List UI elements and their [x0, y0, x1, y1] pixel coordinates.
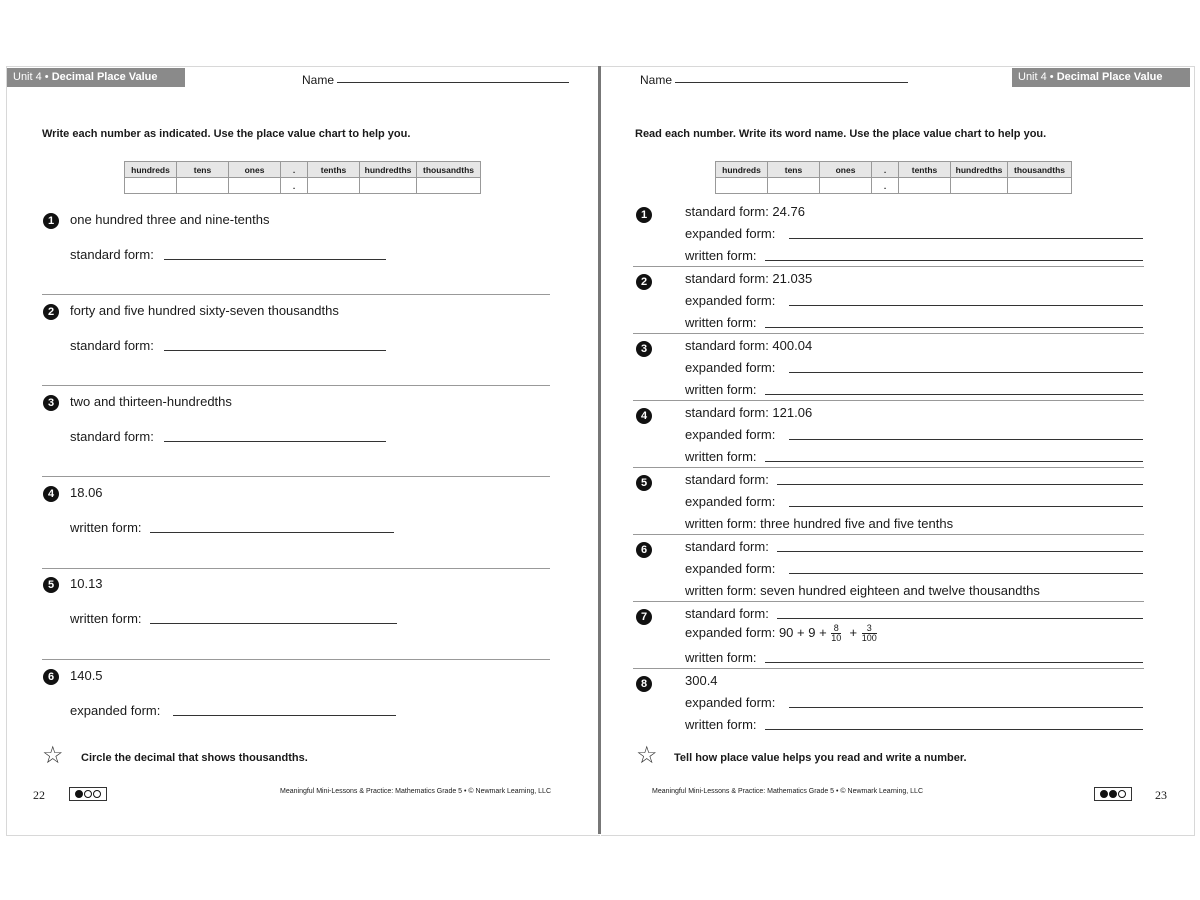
answer-line[interactable]	[164, 350, 386, 351]
item-line: written form:	[685, 449, 757, 464]
item-line: expanded form:	[685, 427, 776, 442]
answer-line[interactable]	[164, 259, 386, 260]
answer-line[interactable]	[789, 372, 1143, 373]
numerator: 3	[862, 624, 877, 634]
answer-line[interactable]	[164, 441, 386, 442]
item-line: standard form: 21.035	[685, 271, 813, 286]
item-line: standard form:	[685, 472, 769, 487]
chart-header: thousandths	[1008, 162, 1072, 178]
answer-label: written form:	[70, 520, 142, 535]
answer-line[interactable]	[789, 506, 1143, 507]
item-number-badge: 5	[43, 577, 59, 593]
item-line: written form:	[685, 315, 757, 330]
answer-line[interactable]	[777, 551, 1143, 552]
directions: Write each number as indicated. Use the place value chart to help you.	[42, 128, 411, 140]
star-icon: ☆	[42, 742, 64, 769]
chart-header: hundreds	[125, 162, 177, 178]
answer-line[interactable]	[150, 532, 394, 533]
name-label: Name	[302, 73, 335, 87]
chart-header: tenths	[308, 162, 360, 178]
chart-header: tens	[177, 162, 229, 178]
item-line: expanded form:	[685, 293, 776, 308]
level-dot-icon	[75, 790, 83, 798]
item-number-badge: 7	[636, 609, 652, 625]
item-number-badge: 3	[43, 395, 59, 411]
answer-label: expanded form:	[70, 703, 161, 718]
item-number-badge: 5	[636, 475, 652, 491]
level-dot-icon	[93, 790, 101, 798]
chart-header: .	[281, 162, 308, 178]
page-number: 23	[1155, 788, 1167, 802]
answer-label: standard form:	[70, 338, 154, 353]
level-dot-icon	[1118, 790, 1126, 798]
item-prompt: 10.13	[70, 576, 103, 591]
star-icon: ☆	[636, 742, 658, 769]
item-line: written form: seven hundred eighteen and twelve thousandths	[685, 583, 1040, 598]
item-number-badge: 2	[636, 274, 652, 290]
name-field[interactable]	[337, 82, 569, 83]
answer-line[interactable]	[789, 707, 1143, 708]
answer-line[interactable]	[173, 715, 396, 716]
chart-header: ones	[229, 162, 281, 178]
divider	[633, 333, 1144, 334]
answer-line[interactable]	[765, 327, 1143, 328]
unit-title: Decimal Place Value	[1056, 71, 1163, 83]
level-dot-icon	[1100, 790, 1108, 798]
item-line: standard form: 121.06	[685, 405, 813, 420]
unit-title: Decimal Place Value	[51, 71, 158, 83]
chart-header: thousandths	[417, 162, 481, 178]
divider	[42, 294, 550, 295]
item-line: standard form:	[685, 606, 769, 621]
item-prompt: 18.06	[70, 485, 103, 500]
item-line: expanded form:	[685, 695, 776, 710]
item-prompt: one hundred three and nine-tenths	[70, 212, 270, 227]
star-task: Tell how place value helps you read and write a number.	[674, 752, 967, 764]
item-number-badge: 2	[43, 304, 59, 320]
level-indicator	[1094, 787, 1132, 801]
chart-cell[interactable]	[899, 178, 951, 194]
item-line: expanded form: 90 + 9 +	[685, 624, 827, 640]
directions: Read each number. Write its word name. Use the place value chart to help you.	[635, 128, 1047, 140]
divider	[42, 476, 550, 477]
divider	[42, 385, 550, 386]
denominator: 10	[831, 633, 842, 643]
item-number-badge: 4	[636, 408, 652, 424]
item-line: written form: three hundred five and five tenths	[685, 516, 954, 531]
level-dot-icon	[84, 790, 92, 798]
unit-label: Unit 4	[13, 71, 42, 83]
item-line: written form:	[685, 382, 757, 397]
chart-header: hundredths	[951, 162, 1008, 178]
answer-line[interactable]	[789, 238, 1143, 239]
item-line: written form:	[685, 248, 757, 263]
answer-line[interactable]	[789, 305, 1143, 306]
denominator: 100	[861, 633, 877, 643]
answer-label: standard form:	[70, 429, 154, 444]
chart-cell[interactable]	[125, 178, 177, 194]
place-value-chart	[124, 161, 481, 194]
item-prompt: forty and five hundred sixty-seven thousandths	[70, 303, 339, 318]
answer-line[interactable]	[765, 461, 1143, 462]
chart-cell[interactable]	[229, 178, 281, 194]
answer-line[interactable]	[777, 484, 1143, 485]
item-line: standard form: 24.76	[685, 204, 805, 219]
chart-cell[interactable]	[820, 178, 872, 194]
chart-cell[interactable]	[1008, 178, 1072, 194]
item-line: expanded form:	[685, 226, 776, 241]
item-line: standard form: 400.04	[685, 338, 813, 353]
chart-cell[interactable]	[417, 178, 481, 194]
unit-label: Unit 4	[1018, 71, 1047, 83]
divider	[633, 467, 1144, 468]
chart-cell[interactable]	[716, 178, 768, 194]
chart-cell[interactable]	[951, 178, 1008, 194]
divider	[42, 659, 550, 660]
answer-line[interactable]	[777, 618, 1143, 619]
answer-line[interactable]	[765, 662, 1143, 663]
level-indicator	[69, 787, 107, 801]
fraction	[862, 624, 877, 643]
divider	[633, 601, 1144, 602]
answer-label: standard form:	[70, 247, 154, 262]
chart-header: hundredths	[360, 162, 417, 178]
item-line: expanded form:	[685, 360, 776, 375]
chart-header: .	[872, 162, 899, 178]
name-field[interactable]	[675, 82, 908, 83]
divider	[42, 568, 550, 569]
place-value-chart	[715, 161, 1072, 194]
answer-label: written form:	[70, 611, 142, 626]
name-label: Name	[640, 73, 673, 87]
right-page	[601, 66, 1195, 836]
answer-line[interactable]	[150, 623, 397, 624]
expanded-form-expression	[685, 624, 878, 643]
chart-cell[interactable]	[308, 178, 360, 194]
item-line: expanded form:	[685, 561, 776, 576]
item-number-badge: 4	[43, 486, 59, 502]
answer-line[interactable]	[765, 260, 1143, 261]
chart-cell[interactable]	[360, 178, 417, 194]
divider	[633, 668, 1144, 669]
answer-line[interactable]	[765, 729, 1143, 730]
plus-sign: +	[849, 624, 858, 640]
answer-line[interactable]	[765, 394, 1143, 395]
answer-line[interactable]	[789, 573, 1143, 574]
star-task: Circle the decimal that shows thousandths.	[81, 752, 308, 764]
chart-cell[interactable]	[768, 178, 820, 194]
chart-dot: .	[281, 178, 308, 194]
item-number-badge: 1	[43, 213, 59, 229]
item-line: written form:	[685, 650, 757, 665]
numerator: 8	[831, 624, 841, 634]
chart-header: tenths	[899, 162, 951, 178]
divider	[633, 266, 1144, 267]
item-line: 300.4	[685, 673, 718, 688]
item-prompt: two and thirteen-hundredths	[70, 394, 232, 409]
item-number-badge: 3	[636, 341, 652, 357]
level-dot-icon	[1109, 790, 1117, 798]
item-line: standard form:	[685, 539, 769, 554]
divider	[633, 534, 1144, 535]
fraction	[831, 624, 841, 643]
item-number-badge: 6	[43, 669, 59, 685]
item-prompt: 140.5	[70, 668, 103, 683]
item-number-badge: 8	[636, 676, 652, 692]
item-number-badge: 6	[636, 542, 652, 558]
divider	[633, 400, 1144, 401]
chart-header: hundreds	[716, 162, 768, 178]
answer-line[interactable]	[789, 439, 1143, 440]
footer-credit: Meaningful Mini-Lessons & Practice: Mathematics Grade 5 • © Newmark Learning, LLC	[280, 788, 552, 795]
item-line: written form:	[685, 717, 757, 732]
page-number: 22	[33, 788, 45, 802]
item-number-badge: 1	[636, 207, 652, 223]
chart-dot: .	[872, 178, 899, 194]
unit-tab: Unit 4 • Decimal Place Value	[1012, 68, 1190, 87]
chart-header: ones	[820, 162, 872, 178]
footer-credit: Meaningful Mini-Lessons & Practice: Mathematics Grade 5 • © Newmark Learning, LLC	[652, 788, 924, 795]
chart-cell[interactable]	[177, 178, 229, 194]
left-page	[6, 66, 600, 836]
item-line: expanded form:	[685, 494, 776, 509]
chart-header: tens	[768, 162, 820, 178]
unit-tab: Unit 4 • Decimal Place Value	[7, 68, 185, 87]
